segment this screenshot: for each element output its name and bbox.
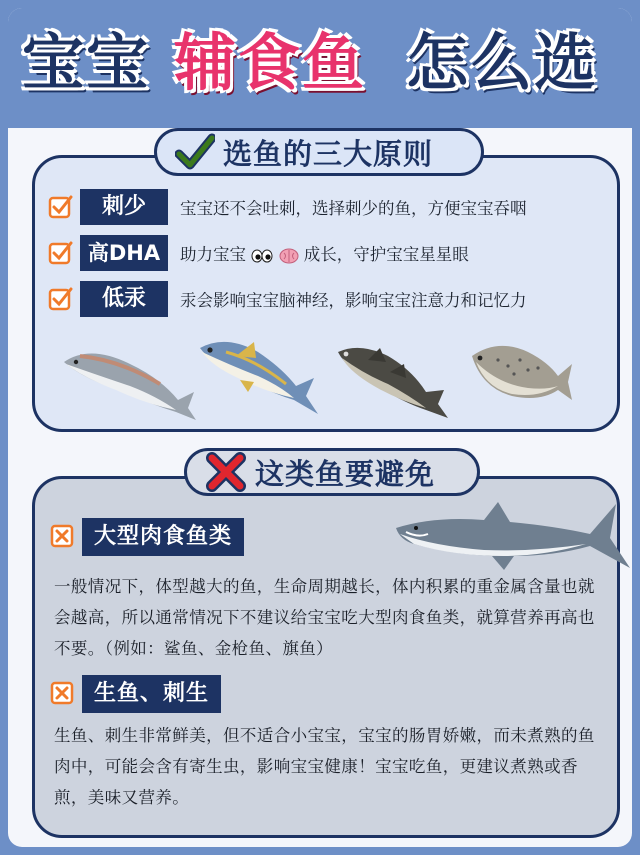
- rule-text: 宝宝还不会吐刺，选择刺少的鱼，方便宝宝吞咽: [180, 199, 527, 218]
- avoid-heading: [184, 448, 480, 496]
- sea-bass-fish-image: [468, 338, 578, 408]
- avoid-item-heading: [50, 676, 221, 712]
- mackerel-fish-image: [196, 330, 326, 416]
- rule-row: [48, 189, 527, 225]
- avoid-item-tag: 大型肉食鱼类: [82, 518, 244, 556]
- rule-tag: 刺少: [80, 189, 168, 225]
- cod-fish-image: [334, 338, 454, 420]
- checkbox-cross-icon: [50, 681, 76, 707]
- cross-icon: [205, 451, 247, 493]
- rule-row: [48, 281, 527, 317]
- eyes-emoji-icon: [251, 249, 273, 263]
- checkbox-checked-icon: [48, 240, 74, 266]
- principles-heading-text: 选鱼的三大原则: [223, 136, 434, 171]
- title-part-1: 宝宝: [22, 26, 151, 99]
- shark-image: [394, 498, 632, 578]
- title-part-2: 辅食鱼: [174, 26, 367, 99]
- page-title: [8, 22, 632, 104]
- check-icon: [175, 132, 215, 172]
- rule-tag: 高DHA: [80, 235, 168, 271]
- avoid-item-text: 一般情况下，体型越大的鱼，生命周期越长，体内积累的重金属含量也就会越高，所以通常情况下不建议给宝宝吃大型肉食鱼类，就算营养再高也不要。（例如：鲨鱼、金枪鱼、旗鱼）: [54, 577, 595, 658]
- brain-emoji-icon: [279, 248, 299, 264]
- poster: [8, 8, 632, 847]
- avoid-item-tag: 生鱼、刺生: [82, 675, 221, 713]
- rule-row: [48, 235, 469, 271]
- avoid-heading-text: 这类鱼要避免: [255, 456, 436, 491]
- principles-heading: [154, 128, 484, 176]
- rule-text-before: 助力宝宝: [180, 245, 246, 264]
- rule-text: 汞会影响宝宝脑神经，影响宝宝注意力和记忆力: [180, 291, 527, 310]
- checkbox-checked-icon: [48, 286, 74, 312]
- checkbox-cross-icon: [50, 524, 76, 550]
- avoid-item-heading: [50, 519, 244, 555]
- avoid-item-text: 生鱼、刺生非常鲜美，但不适合小宝宝，宝宝的肠胃娇嫩，而未煮熟的鱼肉中，可能会含有寄生虫，影响宝宝健康！宝宝吃鱼，更建议煮熟或香煎，美味又营养。: [54, 726, 595, 807]
- title-part-3: 怎么选: [406, 26, 599, 99]
- rule-text: [180, 241, 469, 265]
- checkbox-checked-icon: [48, 194, 74, 220]
- salmon-fish-image: [60, 338, 200, 422]
- rule-tag: 低汞: [80, 281, 168, 317]
- rule-text-after: 成长，守护宝宝星星眼: [303, 245, 469, 264]
